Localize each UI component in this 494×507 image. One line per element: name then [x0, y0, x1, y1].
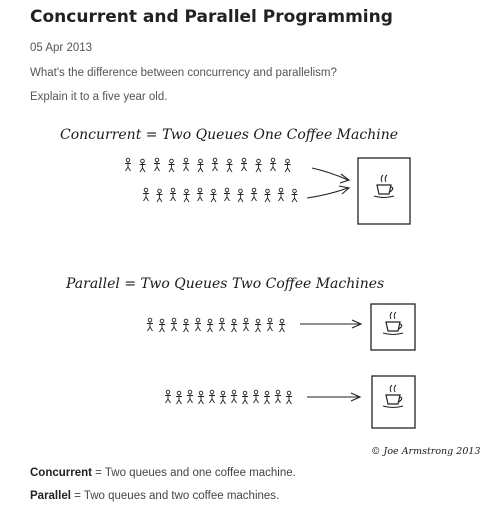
stick-figure-icon: [238, 189, 244, 202]
concurrent-queue-2: [143, 188, 298, 202]
stick-figure-icon: [187, 390, 193, 403]
stick-figure-icon: [278, 188, 284, 201]
stick-figure-icon: [243, 318, 249, 331]
stick-figure-icon: [265, 189, 271, 202]
coffee-cup-icon: [374, 175, 394, 198]
coffee-cup-icon: [383, 385, 403, 408]
parallel-heading: Parallel = Two Queues Two Coffee Machines: [66, 276, 385, 292]
stick-figure-icon: [147, 318, 153, 331]
stick-figure-icon: [176, 391, 182, 404]
stick-figure-icon: [224, 188, 230, 201]
arrow-icon: [307, 186, 349, 198]
stick-figure-icon: [171, 318, 177, 331]
post-question: What's the difference between concurrency and parallelism?: [30, 67, 337, 79]
stick-figure-icon: [125, 158, 131, 171]
stick-figure-icon: [270, 158, 276, 171]
stick-figure-icon: [211, 189, 217, 202]
caption-concurrent-term: Concurrent: [30, 467, 92, 479]
stick-figure-icon: [195, 318, 201, 331]
stick-figure-icon: [198, 391, 204, 404]
parallel-queue-1: [147, 318, 285, 332]
stick-figure-icon: [197, 188, 203, 201]
concurrent-heading: Concurrent = Two Queues One Coffee Machine: [60, 127, 399, 143]
arrow-icon: [300, 320, 361, 328]
stick-figure-icon: [209, 390, 215, 403]
stick-figure-icon: [227, 159, 233, 172]
caption-concurrent-text: = Two queues and one coffee machine.: [91, 467, 296, 479]
concurrent-queue-1: [125, 158, 291, 172]
stick-figure-icon: [286, 391, 292, 404]
coffee-machine-sketch: [0, 110, 494, 465]
stick-figure-icon: [253, 390, 259, 403]
stick-figure-icon: [241, 158, 247, 171]
coffee-cup-icon: [383, 312, 403, 335]
stick-figure-icon: [231, 390, 237, 403]
stick-figure-icon: [285, 159, 291, 172]
stick-figure-icon: [157, 189, 163, 202]
stick-figure-icon: [183, 319, 189, 332]
stick-figure-icon: [292, 189, 298, 202]
stick-figure-icon: [159, 319, 165, 332]
stick-figure-icon: [275, 390, 281, 403]
stick-figure-icon: [267, 318, 273, 331]
stick-figure-icon: [279, 319, 285, 332]
caption-parallel-text: = Two queues and two coffee machines.: [70, 490, 280, 502]
post-date: 05 Apr 2013: [30, 42, 93, 54]
stick-figure-icon: [165, 390, 171, 403]
stick-figure-icon: [219, 318, 225, 331]
stick-figure-icon: [251, 188, 257, 201]
stick-figure-icon: [169, 159, 175, 172]
arrow-icon: [307, 393, 360, 401]
arrow-icon: [312, 168, 349, 183]
post-prompt: Explain it to a five year old.: [30, 91, 168, 103]
caption-parallel-term: Parallel: [30, 490, 71, 502]
post-title: Concurrent and Parallel Programming: [30, 7, 393, 27]
stick-figure-icon: [140, 159, 146, 172]
stick-figure-icon: [264, 391, 270, 404]
stick-figure-icon: [184, 189, 190, 202]
stick-figure-icon: [170, 188, 176, 201]
stick-figure-icon: [255, 319, 261, 332]
coffee-machine-icon: [372, 376, 415, 428]
stick-figure-icon: [231, 319, 237, 332]
stick-figure-icon: [256, 159, 262, 172]
stick-figure-icon: [198, 159, 204, 172]
stick-figure-icon: [207, 319, 213, 332]
coffee-machine-icon: [371, 304, 415, 350]
stick-figure-icon: [212, 158, 218, 171]
sketch-credit: © Joe Armstrong 2013: [371, 446, 481, 457]
stick-figure-icon: [143, 188, 149, 201]
stick-figure-icon: [220, 391, 226, 404]
stick-figure-icon: [154, 158, 160, 171]
caption-parallel: [30, 490, 279, 502]
coffee-machine-icon: [358, 158, 410, 224]
caption-concurrent: [30, 467, 296, 479]
stick-figure-icon: [183, 158, 189, 171]
stick-figure-icon: [242, 391, 248, 404]
parallel-queue-2: [165, 390, 292, 404]
